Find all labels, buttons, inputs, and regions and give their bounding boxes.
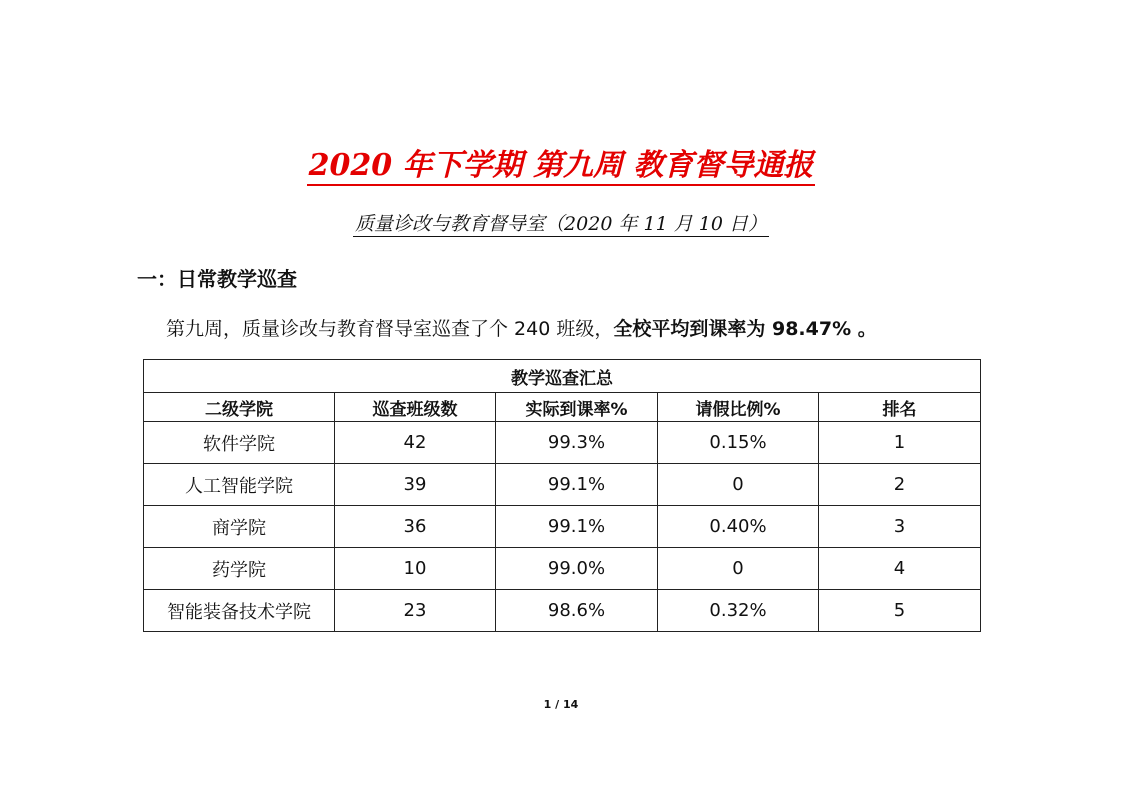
table-cell: 0.40% <box>658 506 819 548</box>
table-header-cell: 请假比例% <box>658 393 819 422</box>
table-row <box>144 506 981 548</box>
table-header-cell: 二级学院 <box>144 393 335 422</box>
document-subtitle <box>0 210 1122 238</box>
table-cell: 软件学院 <box>144 422 335 464</box>
table-row <box>144 590 981 632</box>
table-cell: 99.3% <box>496 422 658 464</box>
table-row <box>144 422 981 464</box>
table-caption-row <box>144 360 981 393</box>
table-cell: 药学院 <box>144 548 335 590</box>
page-number: 1 / 14 <box>543 698 579 711</box>
summary-paragraph <box>166 314 877 344</box>
paragraph-text: 第九周，质量诊改与教育督导室巡查了个 240 班级， <box>166 318 614 340</box>
table-header-row <box>144 393 981 422</box>
table-cell: 商学院 <box>144 506 335 548</box>
table-cell: 0.32% <box>658 590 819 632</box>
inspection-summary-table <box>143 359 981 632</box>
table-row <box>144 464 981 506</box>
table-cell: 39 <box>335 464 496 506</box>
table-header-cell: 排名 <box>819 393 981 422</box>
table-cell: 99.1% <box>496 464 658 506</box>
table-header-cell: 实际到课率% <box>496 393 658 422</box>
document-subtitle-text: 质量诊改与教育督导室（2020 年 11 月 10 日） <box>355 213 767 235</box>
table-cell: 99.0% <box>496 548 658 590</box>
table-cell: 5 <box>819 590 981 632</box>
table-cell: 98.6% <box>496 590 658 632</box>
table-cell: 0 <box>658 464 819 506</box>
table-cell: 42 <box>335 422 496 464</box>
document-title-text: 2020 年下学期 第九周 教育督导通报 <box>307 148 816 186</box>
table-cell: 10 <box>335 548 496 590</box>
table-cell: 0.15% <box>658 422 819 464</box>
table-cell: 1 <box>819 422 981 464</box>
table-header-cell: 巡查班级数 <box>335 393 496 422</box>
paragraph-bold-text: 全校平均到课率为 98.47% 。 <box>613 318 877 340</box>
table-row <box>144 548 981 590</box>
table-cell: 23 <box>335 590 496 632</box>
table-cell: 2 <box>819 464 981 506</box>
table-cell: 4 <box>819 548 981 590</box>
section-heading: 一：日常教学巡查 <box>137 267 297 291</box>
table-cell: 人工智能学院 <box>144 464 335 506</box>
table-cell: 智能装备技术学院 <box>144 590 335 632</box>
table-cell: 99.1% <box>496 506 658 548</box>
table-cell: 0 <box>658 548 819 590</box>
table-cell: 3 <box>819 506 981 548</box>
document-title <box>0 146 1122 186</box>
table-cell: 36 <box>335 506 496 548</box>
table-caption: 教学巡查汇总 <box>144 360 981 393</box>
